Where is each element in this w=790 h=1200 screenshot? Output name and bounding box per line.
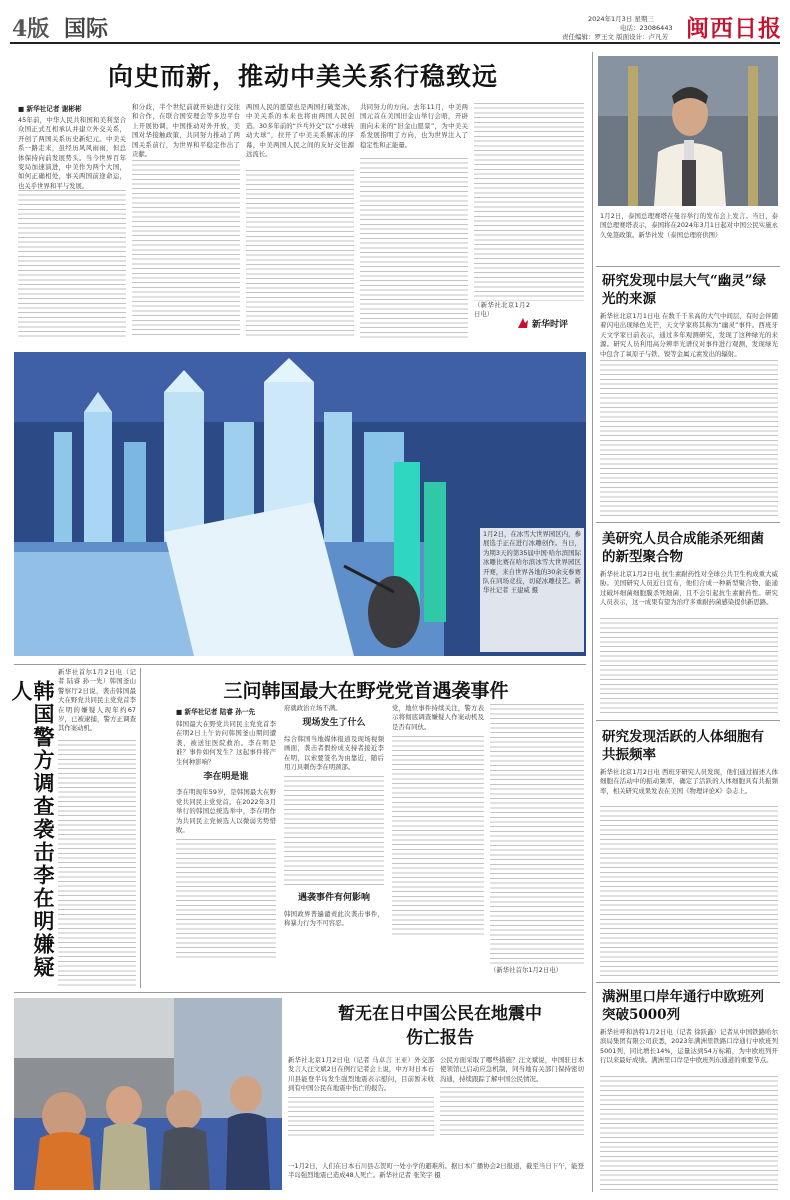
page-header [0,0,790,44]
korea-col-3 [392,704,484,988]
korea-side-body: 新华社首尔1月2日电（记者 陆睿 孙一先）韩国釜山警察厅2日说，袭击韩国最大在野党共同民主党党首李在明的嫌疑人现年约67岁，已被逮捕，警方正调查其作案动机。 [58,668,136,733]
japan-col-1 [288,1056,434,1156]
korea-para-4: 综合韩国当地媒体报道及现场视频画面，袭击者假扮成支持者接近李在明，以索要签名为由靠近，随后用刀具刺伤李在明颈部。 [284,734,384,772]
lead-col-3-text [246,170,354,338]
ice-photo-caption: 1月2日，在冰雪大世界园区内，参展选手正在进行冰雕创作。当日，为期3天的第35届中国·哈尔滨国际冰雕比赛在哈尔滨冰雪大世界园区开赛，来自世界各地的30余支参赛队在同场竞技，切磋冰雕技艺。新华社记者 王建威 摄 [480,528,584,652]
korea-col-1-text [176,839,276,959]
page-number: 4版 [12,16,50,42]
right-divider-4 [596,982,780,983]
korea-sub-3: 遇袭事件有何影响 [297,893,370,904]
lead-col-5 [474,103,584,338]
date-line: 2024年1月3日 星期三 [588,15,654,23]
korea-dateline: （新华社首尔1月2日电） [490,966,563,974]
korea-side-text [58,740,136,988]
news-2-body: 新华社北京1月2日电 抗生素耐药性对全球公共卫生构成重大威胁。美国研究人员近日宣布，他们合成一种新型聚合物，能通过破坏细菌细胞膜杀死细菌，且不会引起抗生素耐药性。研究人员表示，这一成果有望为治疗多重耐药菌感染提供新思路。 [600,570,778,607]
lead-dateline: （新华社北京1月2日电） [474,301,530,319]
korea-para-2: 李在明现年59岁，是韩国最大在野党共同民主党党首。在2022年3月举行的韩国总统选举中，李在明作为共同民主党候选人以微弱劣势惜败。 [176,788,276,835]
section-divider-1 [14,664,586,665]
korea-col-4-text [490,704,584,966]
korea-col-4 [490,704,584,988]
korea-para-3: 府就政治立场不满。 [284,704,342,712]
news-1-headline: 研究发现中层大气“幽灵”绿光的来源 [602,273,767,307]
news-2-text [600,618,778,716]
japan-photo-caption: 一1月2日，人们在日本石川县志贺町一处小学的避难所。据日本广播协会2日报道，截至当日下午，能登半岛强烈地震已造成48人死亡。新华社记者 张笑宇 摄 [288,1162,584,1180]
news-2-headline: 美研究人员合成能杀死细菌的新型聚合物 [602,531,764,565]
top-photo-caption: 1月2日，泰国总理赛塔在曼谷举行的发布会上发言。当日，泰国总理赛塔表示，泰国将在2024年3月1日起对中国公民实施永久免签政策。新华社发（泰国总理府供图） [600,212,778,239]
korea-sub-2: 现场发生了什么 [302,718,366,729]
news-4-body: 新华社呼和浩特1月2日电（记者 徐跃鑫）记者从中国铁路哈尔滨局集团有限公司获悉，2023年满洲里铁路口岸通行中欧班列5001列，同比增长14%，运量达到54万标箱，为中欧班列开行以来最好成绩。满洲里口岸是中欧班列东通道的重要节点。 [600,1028,778,1065]
news-1-body: 新华社北京1月1日电 在数千千米高的大气中间层，有时会伴随着闪电出现绿色光芒，天文学家将其称为“幽灵”事件。西班牙天文学家日前表示，通过多年观测研究，发现了这种绿光的来源。研究人员利用高分辨率光谱仪对事件进行观测，发现绿光中包含了氧原子与铁、镍等金属元素发出的辐射。 [600,312,778,358]
news-4-text [600,1076,778,1192]
lead-col-4-text [360,158,468,338]
korea-side-headline: 韩国警方调查袭击李在明嫌疑人 [9,680,56,979]
editor-line: 责任编辑：罗王文 版面设计：卢凡芳 [562,33,669,41]
section-name: 国际 [64,17,109,42]
korea-para-5: 韩国政界普遍谴责此次袭击事件，称暴力行为不可容忍。 [284,909,384,928]
lead-col-5-text [474,103,584,301]
news-3-headline: 研究发现活跃的人体细胞有共振频率 [602,729,764,763]
news-1-text [600,360,778,518]
korea-lead-para: 韩国最大在野党共同民主党党首李在明2日上午访问韩国釜山期间遭袭，被送往医院救治。李在明是谁？事件如何发生？这起事件将产生何种影响？ [176,720,276,766]
japan-col-1-text [288,1097,434,1137]
news-3-text [600,806,778,980]
lead-col-1: 45年前，中华人民共和国和美利坚合众国正式互相承认并建立外交关系，开创了两国关系历史新纪元。中美关系一路走来，虽经历风风雨雨，但总体保持向前发展势头。当今世界百年变局加速演进，中美作为两个大国，如何正确相处，事关两国前途命运，也关乎世界和平与发展。 [18,116,126,190]
header-rule [10,42,780,44]
lead-col-2: 和分歧，半个世纪前就开始进行交往和合作，在联合国安理会等多边平台上开展协调，中国推动对外开放，美国对华接触政策，共同努力推动了两国关系前行，为世界和平稳定作出了贡献。 [132,103,240,159]
top-right-photo [598,56,778,206]
right-divider-3 [596,720,780,721]
section-divider-2 [14,992,586,993]
right-divider-2 [596,522,780,523]
lead-headline: 向史而新，推动中美关系行稳致远 [107,62,498,91]
paper-logo: 闽西日报 [686,15,782,42]
news-3-body: 新华社北京1月2日电 西班牙研究人员发现，他们通过描述人体细胞在活动中的振动频率，确定了活跃的人体细胞具有共振频率，相关研究成果发表在美国《物理评论X》杂志上。 [600,768,778,795]
korea-col-2 [284,704,384,988]
lead-col-2-text [132,160,240,338]
korea-para-6: 党，地位事件持续关注，警方表示将彻底调查嫌疑人作案动机及是否有同伙。 [392,704,484,731]
korea-col-2-text [284,776,384,888]
japan-col-2 [440,1056,584,1156]
japan-para-1: 新华社北京1月2日电（记者 马卓言 王亚）外交部发言人汪文斌2日在例行记者会上说，中方对日本石川县能登半岛发生强烈地震表示慰问，目前暂未收到有中国公民在地震中伤亡的报告。 [288,1056,434,1093]
korea-side-divider [140,668,141,988]
japan-photo [14,998,282,1190]
korea-sub-1: 李在明是谁 [203,772,249,783]
korea-col-3-text [392,736,484,936]
lead-col-3: 两国人民的愿望也是两国打破坚冰，中美关系的本来也将由两国人民创造。30多年前的“乒乓外交”以“小球转动大球”，拉开了中美关系解冻的序幕，中美两国人民之间的友好交往源远流长。 [246,103,354,159]
korea-byline: ■ 新华社记者 陆睿 孙一先 [176,708,256,716]
shiping-icon [516,316,530,330]
japan-para-2: 公民方面采取了哪些措施？汪文斌说，中国驻日本使领馆已启动应急机制，同当地有关部门保持密切沟通，持续跟踪了解中国公民情况。 [440,1056,584,1083]
column-divider [592,52,593,1192]
phone-line: 电话：23086443 [620,24,673,32]
korea-headline: 三问韩国最大在野党党首遇袭事件 [223,680,509,702]
lead-byline: ■ 新华社记者 谢彬彬 [18,105,82,113]
news-4-headline: 满洲里口岸年通行中欧班列突破5000列 [602,989,764,1023]
japan-headline: 暂无在日中国公民在地震中伤亡报告 [338,1004,542,1048]
right-divider-1 [596,266,780,267]
japan-col-2-text [440,1087,584,1137]
korea-col-1 [176,720,276,988]
lead-col-1-text [18,190,126,338]
shiping-label: 新华时评 [532,320,569,330]
lead-col-4: 共同努力的方向。去年11月，中美两国元首在美国旧金山举行会晤，开辟面向未来的“旧金山愿景”，为中美关系发展指明了方向，也为世界注入了稳定性和正能量。 [360,103,468,149]
